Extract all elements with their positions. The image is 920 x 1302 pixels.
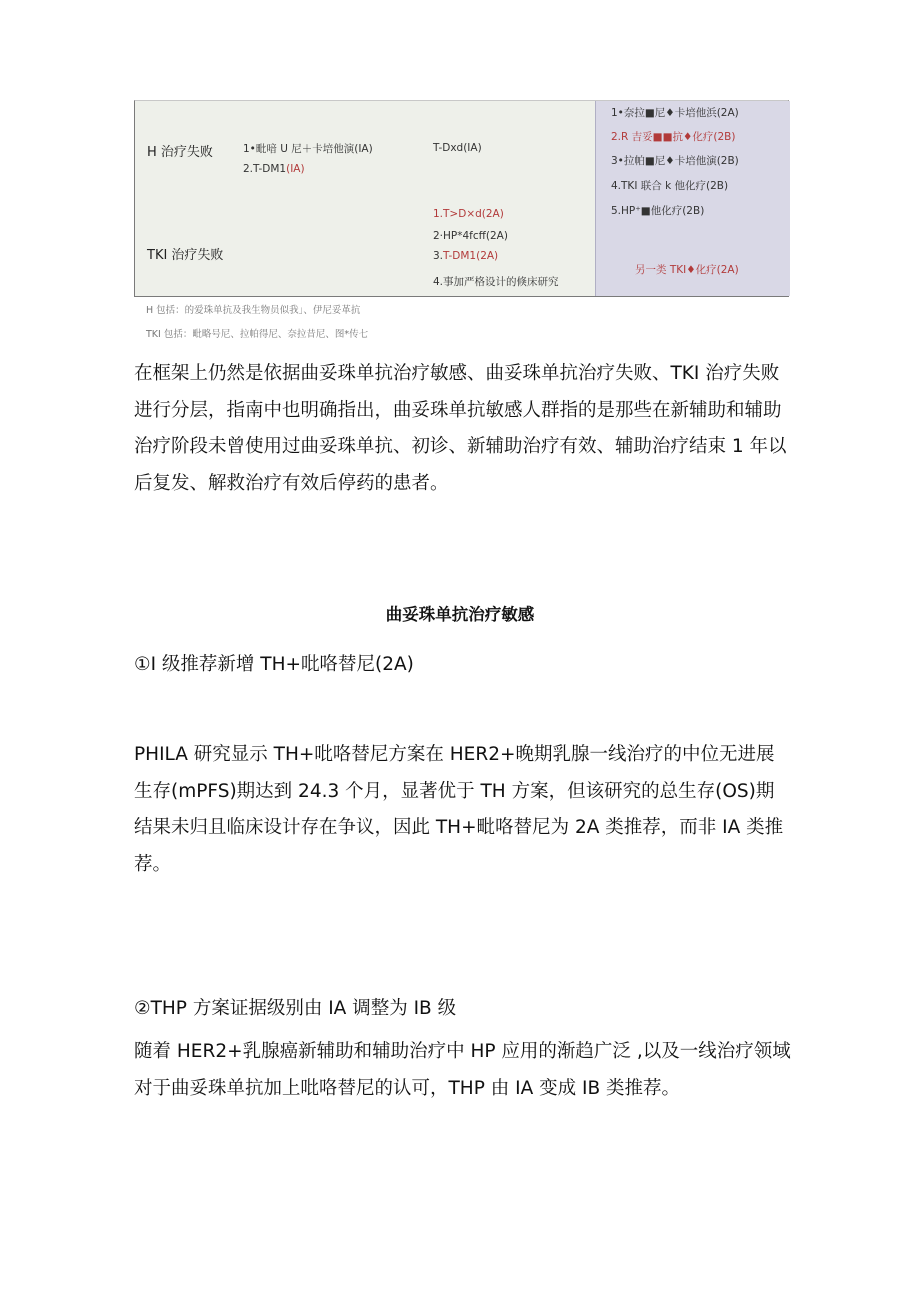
row1-col1-drug: 2.T-DM1	[243, 163, 287, 175]
item2-title: ②THP 方案证据级别由 IA 调整为 IB 级	[134, 998, 457, 1019]
row2-col2-line3	[433, 250, 498, 262]
paragraph-framework	[134, 356, 794, 502]
row2-col2-line1: 1.T>D×d(2A)	[433, 208, 504, 220]
row-label-h-failure: H 治疗失败	[147, 145, 213, 160]
para1-line2: 进行分层，指南中也明确指出，曲妥珠单抗敏感人群指的是那些在新辅助和辅助	[134, 399, 782, 421]
row-label-tki-failure: TKI 治疗失败	[147, 248, 224, 263]
right-col-line3: 3•拉帕■尼♦卡培他演(2B)	[611, 155, 739, 167]
right-col-line6: 另一类 TKI♦化疗(2A)	[635, 264, 739, 276]
row2-col2-drug: T-DM1(2A)	[443, 250, 499, 262]
row2-col2-num: 3.	[433, 250, 444, 262]
row1-col2: T-Dxd(IA)	[433, 142, 482, 154]
paragraph-phila	[134, 737, 794, 883]
para1-line3: 治疗阶段未曾使用过曲妥珠单抗、初诊、新辅助治疗有效、辅助治疗结束 1 年以	[134, 436, 787, 457]
right-col-line5: 5.HP⁺■他化疗(2B)	[611, 205, 705, 217]
table-note-h: H 包括：的爱珠单抗及我生物员似我」、伊尼妥革抗	[146, 305, 361, 316]
right-col-line1: 1•奈拉■尼♦卡培他浜(2A)	[611, 107, 739, 119]
para3-line2: 对于曲妥珠单抗加上吡咯替尼的认可，THP 由 IA 变成 IB 类推荐。	[134, 1077, 681, 1099]
row1-col1-line1: 1•毗喑 U 尼＋卡培他演(IA)	[243, 143, 373, 155]
item1-title: ①I 级推荐新增 TH+吡咯替尼(2A)	[134, 654, 414, 675]
para2-line2: 生存(mPFS)期达到 24.3 个月，显著优于 TH 方案，但该研究的总生存(OS)期	[134, 780, 775, 802]
right-col-line2: 2.R 吉妥■■抗♦化疗(2B)	[611, 131, 736, 143]
row2-col2-line2: 2·HP*4fcff(2A)	[433, 230, 508, 242]
section-title: 曲妥珠单抗治疗敏感	[385, 605, 535, 624]
row1-col1-line2	[243, 163, 305, 175]
para1-line1: 在框架上仍然是依据曲妥珠单抗治疗敏感、曲妥珠单抗治疗失败、TKI 治疗失败	[134, 363, 780, 384]
row1-col1-grade: (IA)	[286, 163, 305, 175]
table-note-tki: TKI 包括：毗略号尼、拉帕得尼、奈拉昔尼、图*传七	[146, 329, 369, 340]
para3-line1: 随着 HER2+乳腺癌新辅助和辅助治疗中 HP 应用的渐趋广泛 ,以及一线治疗领域	[134, 1041, 791, 1062]
para2-line3: 结果未归且临床设计存在争议，因此 TH+毗咯替尼为 2A 类推荐，而非 IA 类推	[134, 817, 784, 838]
para1-line4: 后复发、解救治疗有效后停药的患者。	[134, 472, 449, 494]
row2-col2-line4: 4.事加严格设计的倏床研究	[433, 276, 559, 288]
regimen-table-image	[134, 100, 789, 297]
paragraph-thp	[134, 1034, 794, 1107]
para2-line4: 荐。	[134, 853, 172, 875]
right-col-line4: 4.TKI 联合 k 他化疗(2B)	[611, 180, 729, 192]
para2-line1: PHILA 研究显示 TH+吡咯替尼方案在 HER2+晚期乳腺一线治疗的中位无进展	[134, 744, 775, 765]
